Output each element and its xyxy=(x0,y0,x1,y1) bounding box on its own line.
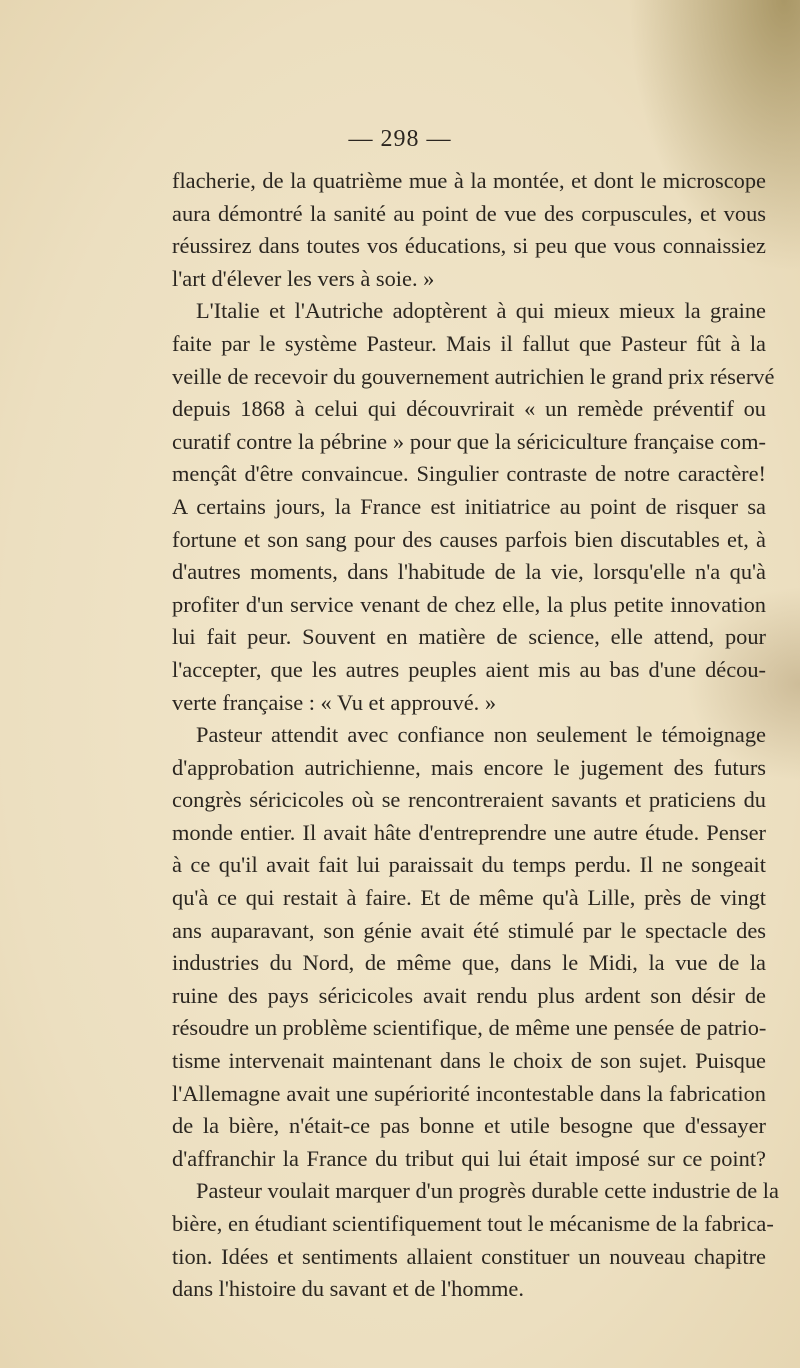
body-text xyxy=(172,165,779,1306)
text-line: curatif contre la pébrine » pour que la sériciculture française com- xyxy=(172,428,766,454)
text-line: profiter d'un service venant de chez elle, la plus petite innovation xyxy=(172,591,766,617)
text-line: dans l'histoire du savant et de l'homme. xyxy=(172,1276,524,1302)
text-line: veille de recevoir du gouvernement autrichien le grand prix réservé xyxy=(172,363,775,389)
text-line: congrès séricicoles où se rencontreraient savants et praticiens du xyxy=(172,787,766,813)
text-line: à ce qu'il avait fait lui paraissait du temps perdu. Il ne songeait xyxy=(172,852,766,878)
text-line: tion. Idées et sentiments allaient constituer un nouveau chapitre xyxy=(172,1243,766,1269)
text-line: bière, en étudiant scientifiquement tout le mécanisme de la fabrica- xyxy=(172,1211,774,1236)
text-line: réussirez dans toutes vos éducations, si peu que vous connaissiez xyxy=(172,233,766,259)
text-line: fortune et son sang pour des causes parfois bien discutables et, à xyxy=(172,526,766,552)
text-line: lui fait peur. Souvent en matière de science, elle attend, pour xyxy=(172,624,766,650)
text-line: de la bière, n'était-ce pas bonne et utile besogne que d'essayer xyxy=(172,1113,766,1139)
text-line: mençât d'être convaincue. Singulier contraste de notre caractère! xyxy=(172,461,766,487)
text-line: flacherie, de la quatrième mue à la montée, et dont le microscope xyxy=(172,168,766,193)
text-line: depuis 1868 à celui qui découvrirait « un remède préventif ou xyxy=(172,396,766,422)
text-line: industries du Nord, de même que, dans le Midi, la vue de la xyxy=(172,950,766,976)
text-line: ans auparavant, son génie avait été stimulé par le spectacle des xyxy=(172,917,766,943)
text-line: L'Italie et l'Autriche adoptèrent à qui mieux mieux la graine xyxy=(196,298,766,324)
text-line: faite par le système Pasteur. Mais il fallut que Pasteur fût à la xyxy=(172,330,766,356)
text-line: l'art d'élever les vers à soie. » xyxy=(172,265,435,291)
text-line: verte française : « Vu et approuvé. » xyxy=(172,689,497,715)
text-line: aura démontré la sanité au point de vue des corpuscules, et vous xyxy=(172,200,766,226)
text-line: l'Allemagne avait une supériorité incontestable dans la fabrication xyxy=(172,1080,766,1106)
text-line: Pasteur attendit avec confiance non seulement le témoignage xyxy=(196,722,766,748)
text-line: ruine des pays séricicoles avait rendu plus ardent son désir de xyxy=(172,982,766,1008)
text-line: d'approbation autrichienne, mais encore le jugement des futurs xyxy=(172,754,766,780)
page-number: — 298 — xyxy=(348,126,452,152)
text-line: résoudre un problème scientifique, de même une pensée de patrio- xyxy=(172,1015,767,1041)
text-line: Pasteur voulait marquer d'un progrès durable cette industrie de la xyxy=(196,1178,779,1204)
text-line: A certains jours, la France est initiatrice au point de risquer sa xyxy=(172,493,766,519)
text-line: tisme intervenait maintenant dans le choix de son sujet. Puisque xyxy=(172,1048,766,1074)
text-line: monde entier. Il avait hâte d'entreprendre une autre étude. Penser xyxy=(172,819,766,845)
text-line: l'accepter, que les autres peuples aient mis au bas d'une décou- xyxy=(172,656,766,682)
text-line: qu'à ce qui restait à faire. Et de même qu'à Lille, près de vingt xyxy=(172,885,766,911)
text-line: d'affranchir la France du tribut qui lui était imposé sur ce point? xyxy=(172,1145,766,1171)
text-line: d'autres moments, dans l'habitude de la vie, lorsqu'elle n'a qu'à xyxy=(172,559,766,585)
